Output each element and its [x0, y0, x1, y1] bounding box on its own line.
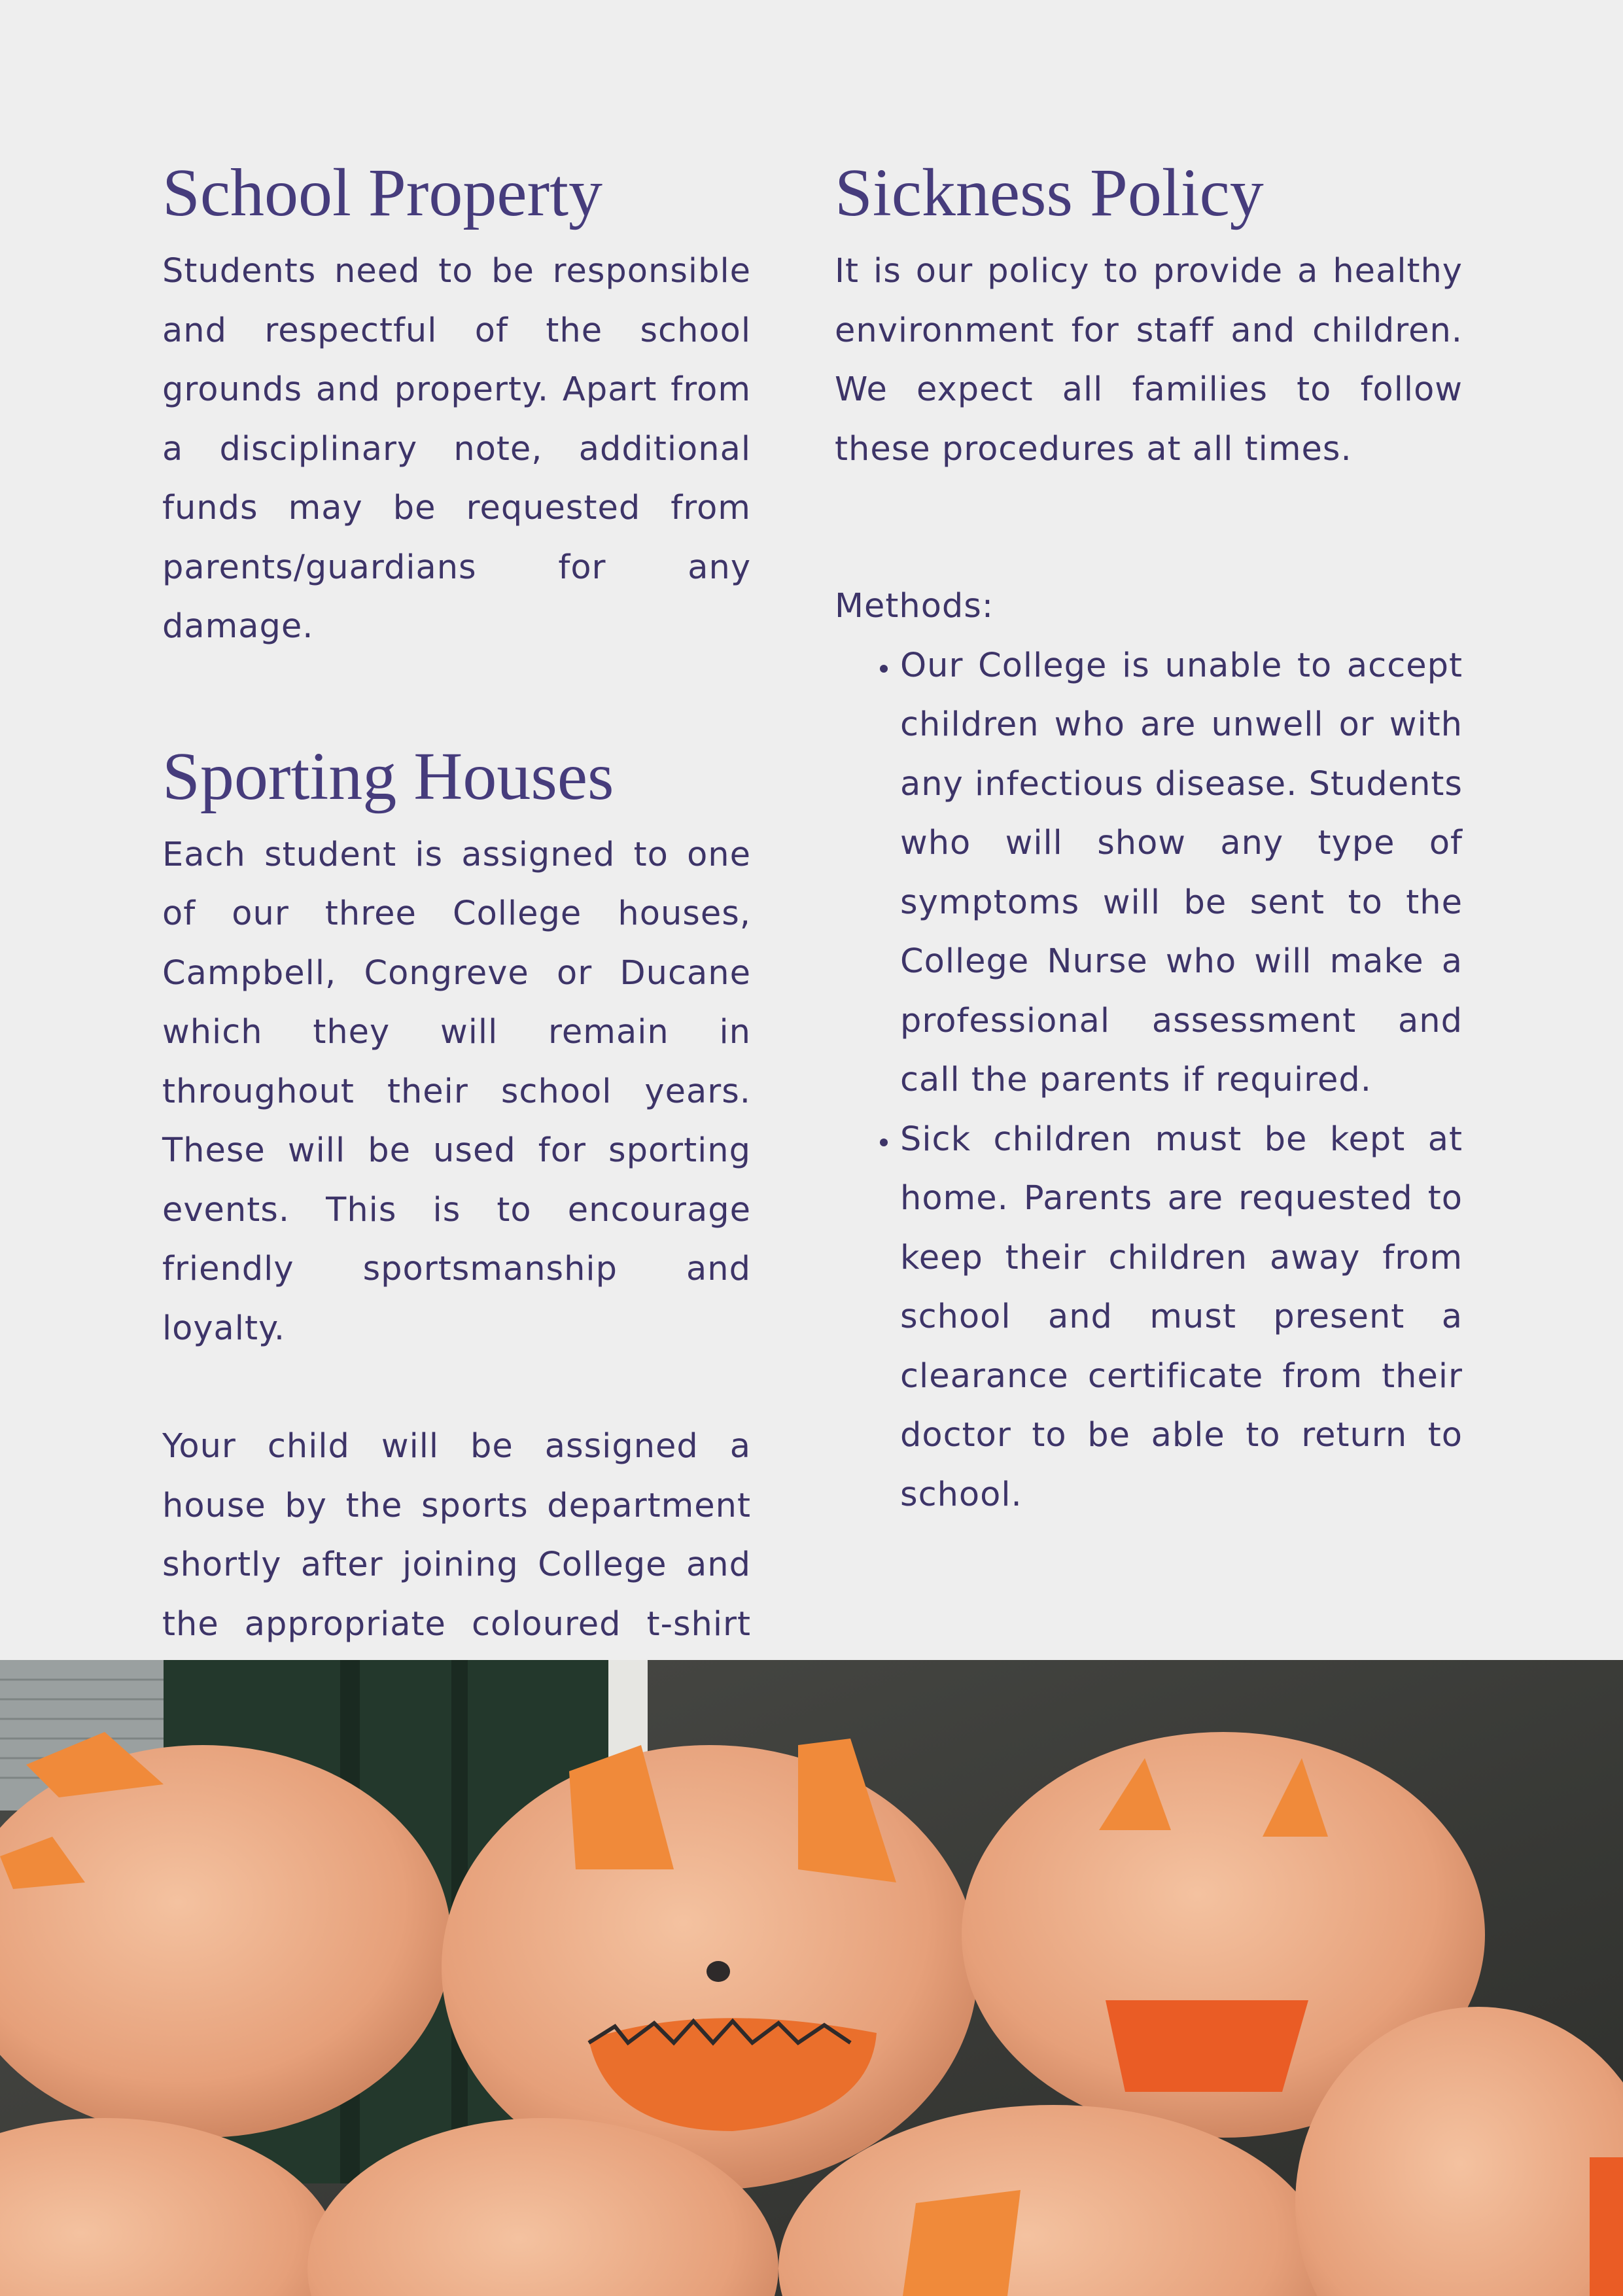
methods-list-item: • Our College is unable to accept children who are unwell or with any infectious disease. Students who will show any type of symptoms will be sent to the College Nurse who will make a professional assessment and call the parents if required.	[900, 637, 1463, 1110]
sickness-policy-heading: Sickness Policy	[835, 155, 1264, 230]
halloween-pumpkins-photo	[0, 1660, 1623, 2296]
sporting-houses-heading: Sporting Houses	[162, 738, 614, 814]
sickness-policy-intro: It is our policy to provide a healthy environment for staff and children. We expect all families to follow these procedures at all times.	[835, 252, 1463, 468]
methods-list	[835, 637, 1463, 1525]
methods-list-item: • Sick children must be kept at home. Parents are requested to keep their children away from school and must present a clearance certificate from their doctor to be able to return to school.	[900, 1110, 1463, 1525]
sporting-houses-paragraph-2: Your child will be assigned a house by the sports department shortly after joining College and the appropriate coloured t-shirt	[162, 1427, 751, 1644]
left-column	[162, 150, 751, 1714]
sporting-houses-section	[162, 734, 751, 1714]
sickness-policy-section	[835, 150, 1463, 1525]
right-column	[835, 150, 1463, 1525]
methods-label: Methods:	[835, 587, 994, 626]
school-property-heading: School Property	[162, 155, 603, 230]
sporting-houses-paragraph-1: Each student is assigned to one of our three College houses, Campbell, Congreve or Ducane which they will remain in throughout their school years. These will be used for sporting events. This is to encourage friendly sportsmanship and loyalty.	[162, 835, 751, 1348]
school-property-section	[162, 150, 751, 657]
school-property-body: Students need to be responsible and respectful of the school grounds and property. Apart from a disciplinary note, additional funds may be requested from parents/guardians for any damage.	[162, 252, 751, 646]
